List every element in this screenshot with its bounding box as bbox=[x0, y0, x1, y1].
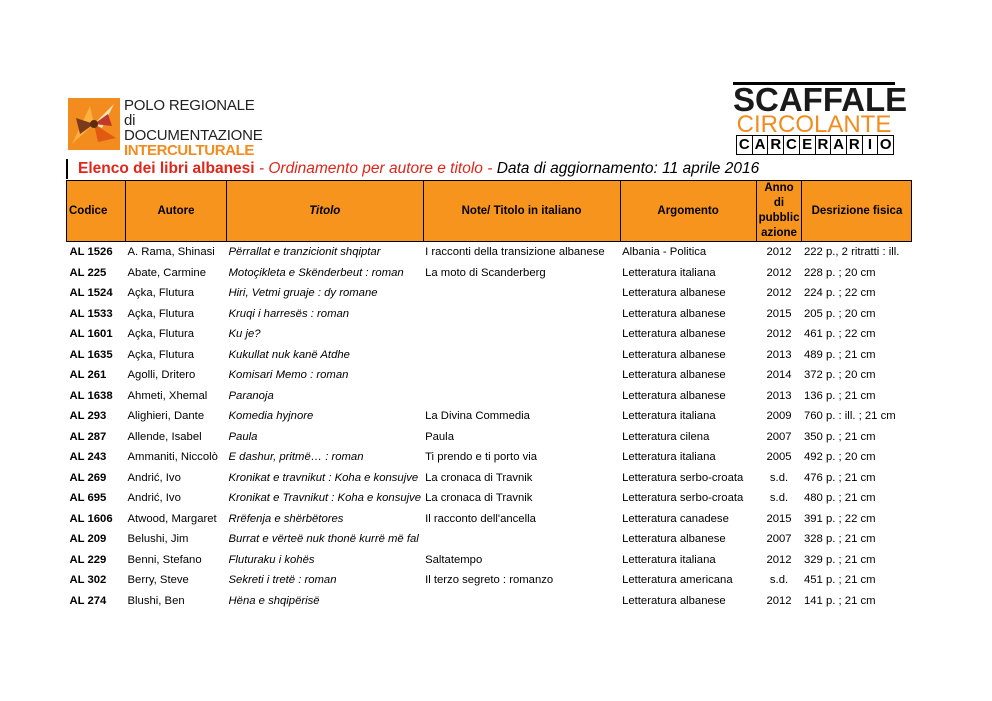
cell-note: Ti prendo e ti porto via bbox=[425, 451, 538, 464]
cell-title: Paula bbox=[228, 430, 258, 443]
cell-subject: Letteratura italiana bbox=[622, 266, 716, 279]
cell-subject: Letteratura americana bbox=[622, 574, 733, 587]
logo-letter: I bbox=[862, 136, 878, 154]
cell-note: La cronaca di Travnik bbox=[425, 471, 533, 484]
cell-desc: 451 p. ; 21 cm bbox=[803, 574, 876, 587]
cell-title: Hëna e shqipërisë bbox=[228, 594, 320, 607]
cell-author: Allende, Isabel bbox=[127, 430, 202, 443]
cell-desc: 476 p. ; 21 cm bbox=[803, 471, 876, 484]
cell-desc: 350 p. ; 21 cm bbox=[803, 430, 876, 443]
header-title: Titolo bbox=[227, 181, 424, 242]
cell-code: AL 1526 bbox=[69, 246, 113, 259]
table-row bbox=[67, 345, 912, 366]
cell-note bbox=[423, 591, 620, 612]
logo-letter: R bbox=[815, 136, 831, 154]
logo-letter: C bbox=[783, 136, 799, 154]
cell-code: AL 293 bbox=[69, 410, 107, 423]
cell-author: Açka, Flutura bbox=[127, 307, 195, 320]
cell-code: AL 269 bbox=[69, 471, 107, 484]
logo-letter: O bbox=[877, 136, 893, 154]
header-subject: Argomento bbox=[620, 181, 756, 242]
cell-year: 2007 bbox=[766, 430, 792, 443]
table-row bbox=[67, 324, 912, 345]
cell-year: 2012 bbox=[766, 594, 792, 607]
table-header-row bbox=[67, 181, 912, 242]
cell-note: Saltatempo bbox=[425, 553, 483, 566]
cell-year: s.d. bbox=[769, 574, 789, 587]
header-code: Codice bbox=[67, 181, 126, 242]
cell-year: s.d. bbox=[769, 471, 789, 484]
cell-note: La Divina Commedia bbox=[425, 410, 530, 423]
cell-code: AL 302 bbox=[69, 574, 107, 587]
cell-subject: Albania - Politica bbox=[622, 246, 707, 259]
cell-year: 2014 bbox=[766, 369, 792, 382]
cell-code: AL 287 bbox=[69, 430, 107, 443]
table-row bbox=[67, 488, 912, 509]
table-row bbox=[67, 304, 912, 325]
title-sub: - Ordinamento per autore e titolo - bbox=[254, 160, 497, 177]
cell-title: Kronikat e Travnikut : Koha e konsujve bbox=[228, 492, 422, 505]
cell-note bbox=[423, 365, 620, 386]
header-year-l4: azione bbox=[761, 227, 797, 239]
cell-subject: Letteratura albanese bbox=[622, 307, 726, 320]
cell-desc: 492 p. ; 20 cm bbox=[803, 451, 876, 464]
logo-letter: E bbox=[799, 136, 815, 154]
cell-author: Belushi, Jim bbox=[127, 533, 189, 546]
cell-title: Sekreti i tretë : roman bbox=[228, 574, 337, 587]
cell-desc: 141 p. ; 21 cm bbox=[803, 594, 876, 607]
cell-title: Motoçikleta e Skënderbeut : roman bbox=[228, 266, 404, 279]
table-row bbox=[67, 263, 912, 284]
table-row bbox=[67, 468, 912, 489]
cell-code: AL 209 bbox=[69, 533, 107, 546]
cell-code: AL 274 bbox=[69, 594, 107, 607]
logo-right-line1: SCAFFALE bbox=[733, 81, 908, 118]
cell-subject: Letteratura albanese bbox=[622, 533, 726, 546]
cell-subject: Letteratura italiana bbox=[622, 451, 716, 464]
cell-author: Ammaniti, Niccolò bbox=[127, 451, 218, 464]
cell-year: 2012 bbox=[766, 553, 792, 566]
cell-subject: Letteratura albanese bbox=[622, 287, 726, 300]
cell-desc: 205 p. ; 20 cm bbox=[803, 307, 876, 320]
cell-subject: Letteratura albanese bbox=[622, 348, 726, 361]
cell-note bbox=[423, 386, 620, 407]
cell-code: AL 1533 bbox=[69, 307, 113, 320]
cell-subject: Letteratura italiana bbox=[622, 553, 716, 566]
title-date: Data di aggiornamento: 11 aprile 2016 bbox=[496, 160, 760, 177]
cell-desc: 329 p. ; 21 cm bbox=[803, 553, 876, 566]
cell-note: Paula bbox=[425, 430, 454, 443]
cell-author: Abate, Carmine bbox=[127, 266, 206, 279]
cell-title: Ku je? bbox=[228, 328, 261, 341]
cell-title: Kruqi i harresës : roman bbox=[228, 307, 350, 320]
cell-author: Andrić, Ivo bbox=[127, 471, 181, 484]
cell-code: AL 229 bbox=[69, 553, 107, 566]
cell-year: 2012 bbox=[766, 287, 792, 300]
table-row bbox=[67, 283, 912, 304]
cell-code: AL 243 bbox=[69, 451, 107, 464]
cell-note bbox=[423, 324, 620, 345]
cell-subject: Letteratura albanese bbox=[622, 369, 726, 382]
cell-year: 2007 bbox=[766, 533, 792, 546]
cell-note: La cronaca di Travnik bbox=[425, 492, 533, 505]
logo-letter: R bbox=[767, 136, 783, 154]
cell-subject: Letteratura italiana bbox=[622, 410, 716, 423]
header-note: Note/ Titolo in italiano bbox=[423, 181, 620, 242]
table-row bbox=[67, 406, 912, 427]
table-row bbox=[67, 529, 912, 550]
cell-desc: 480 p. ; 21 cm bbox=[803, 492, 876, 505]
cell-year: 2013 bbox=[766, 389, 792, 402]
logo-letter: A bbox=[752, 136, 768, 154]
header-year-l2: di bbox=[773, 197, 785, 209]
table-row bbox=[67, 447, 912, 468]
polo-regionale-logo bbox=[68, 97, 268, 159]
cell-note bbox=[423, 529, 620, 550]
cell-title: Rrëfenja e shërbëtores bbox=[228, 512, 344, 525]
cell-author: Atwood, Margaret bbox=[127, 512, 217, 525]
scaffale-circolante-logo bbox=[733, 81, 908, 156]
logo-right-line2: CIRCOLANTE bbox=[736, 111, 892, 138]
cell-author: A. Rama, Shinasi bbox=[127, 246, 215, 259]
cell-note: La moto di Scanderberg bbox=[425, 266, 546, 279]
logo-letter: R bbox=[846, 136, 862, 154]
cell-year: s.d. bbox=[769, 492, 789, 505]
table-row bbox=[67, 591, 912, 612]
title-main: Elenco dei libri albanesi bbox=[78, 160, 255, 177]
cell-title: Burrat e vërteë nuk thonë kurrë më fal bbox=[228, 533, 419, 546]
logo-letter: A bbox=[830, 136, 846, 154]
cell-subject: Letteratura albanese bbox=[622, 594, 726, 607]
cell-code: AL 1606 bbox=[69, 512, 113, 525]
cell-code: AL 261 bbox=[69, 369, 107, 382]
logo-left-line1: POLO REGIONALE di bbox=[124, 97, 255, 129]
cell-year: 2005 bbox=[766, 451, 792, 464]
table-row bbox=[67, 386, 912, 407]
cell-subject: Letteratura serbo-croata bbox=[622, 492, 744, 505]
cell-author: Blushi, Ben bbox=[127, 594, 185, 607]
cell-author: Ahmeti, Xhemal bbox=[127, 389, 208, 402]
cell-title: Kukullat nuk kanë Atdhe bbox=[228, 348, 350, 361]
cell-author: Andrić, Ivo bbox=[127, 492, 181, 505]
logo-letter: C bbox=[738, 136, 750, 153]
cell-year: 2012 bbox=[766, 266, 792, 279]
cell-note: Il racconto dell'ancella bbox=[425, 512, 536, 525]
cell-title: Komedia hyjnore bbox=[228, 410, 314, 423]
cell-code: AL 695 bbox=[69, 492, 107, 505]
logo-right-carcerario bbox=[736, 135, 894, 155]
logo-left-line2: DOCUMENTAZIONE bbox=[124, 127, 263, 144]
page-title bbox=[66, 159, 759, 179]
cell-code: AL 225 bbox=[69, 266, 107, 279]
cell-desc: 760 p. : ill. ; 21 cm bbox=[803, 410, 896, 423]
cell-title: Paranoja bbox=[228, 389, 274, 402]
cell-title: Kronikat e travnikut : Koha e konsujve bbox=[228, 471, 419, 484]
cell-author: Açka, Flutura bbox=[127, 287, 195, 300]
cell-title: E dashur, pritmë… : roman bbox=[228, 451, 364, 464]
cell-author: Berry, Steve bbox=[127, 574, 189, 587]
cell-desc: 372 p. ; 20 cm bbox=[803, 369, 876, 382]
cell-year: 2012 bbox=[766, 328, 792, 341]
cell-note: Il terzo segreto : romanzo bbox=[425, 574, 554, 587]
cell-desc: 228 p. ; 20 cm bbox=[803, 266, 876, 279]
header-year bbox=[756, 181, 802, 242]
cell-code: AL 1635 bbox=[69, 348, 113, 361]
cell-code: AL 1601 bbox=[69, 328, 113, 341]
cell-desc: 222 p., 2 ritratti : ill. bbox=[803, 246, 900, 259]
books-table bbox=[66, 180, 912, 611]
cell-year: 2015 bbox=[766, 512, 792, 525]
cell-year: 2012 bbox=[766, 246, 792, 259]
polo-logo-mark-icon bbox=[68, 98, 120, 150]
cell-author: Benni, Stefano bbox=[127, 553, 202, 566]
table-row bbox=[67, 570, 912, 591]
cell-title: Hiri, Vetmi gruaje : dy romane bbox=[228, 287, 378, 300]
cell-subject: Letteratura canadese bbox=[622, 512, 729, 525]
cell-year: 2015 bbox=[766, 307, 792, 320]
cell-subject: Letteratura albanese bbox=[622, 389, 726, 402]
header-year-l1: Anno bbox=[764, 182, 794, 194]
cell-desc: 391 p. ; 22 cm bbox=[803, 512, 876, 525]
cell-title: Komisari Memo : roman bbox=[228, 369, 349, 382]
cell-desc: 224 p. ; 22 cm bbox=[803, 287, 876, 300]
cell-subject: Letteratura albanese bbox=[622, 328, 726, 341]
cell-desc: 489 p. ; 21 cm bbox=[803, 348, 876, 361]
cell-subject: Letteratura serbo-croata bbox=[622, 471, 744, 484]
table-row bbox=[67, 550, 912, 571]
cell-year: 2013 bbox=[766, 348, 792, 361]
table-row bbox=[67, 365, 912, 386]
cell-note bbox=[423, 283, 620, 304]
cell-author: Alighieri, Dante bbox=[127, 410, 205, 423]
cell-author: Agolli, Dritero bbox=[127, 369, 196, 382]
table-row bbox=[67, 242, 912, 263]
cell-title: Fluturaku i kohës bbox=[228, 553, 315, 566]
cell-title: Përrallat e tranzicionit shqiptar bbox=[228, 246, 381, 259]
cell-note bbox=[423, 345, 620, 366]
cell-year: 2009 bbox=[766, 410, 792, 423]
logo-left-line3: INTERCULTURALE bbox=[124, 142, 254, 159]
cell-code: AL 1638 bbox=[69, 389, 113, 402]
header-year-l3: pubblic bbox=[758, 212, 800, 224]
header-author: Autore bbox=[126, 181, 227, 242]
cell-desc: 328 p. ; 21 cm bbox=[803, 533, 876, 546]
cell-note: I racconti della transizione albanese bbox=[425, 246, 605, 259]
cell-desc: 461 p. ; 22 cm bbox=[803, 328, 876, 341]
cell-desc: 136 p. ; 21 cm bbox=[803, 389, 876, 402]
cell-subject: Letteratura cilena bbox=[622, 430, 710, 443]
table-row bbox=[67, 427, 912, 448]
cell-author: Açka, Flutura bbox=[127, 348, 195, 361]
header-desc: Desrizione fisica bbox=[802, 181, 912, 242]
cell-code: AL 1524 bbox=[69, 287, 113, 300]
table-row bbox=[67, 509, 912, 530]
cell-author: Açka, Flutura bbox=[127, 328, 195, 341]
cell-note bbox=[423, 304, 620, 325]
